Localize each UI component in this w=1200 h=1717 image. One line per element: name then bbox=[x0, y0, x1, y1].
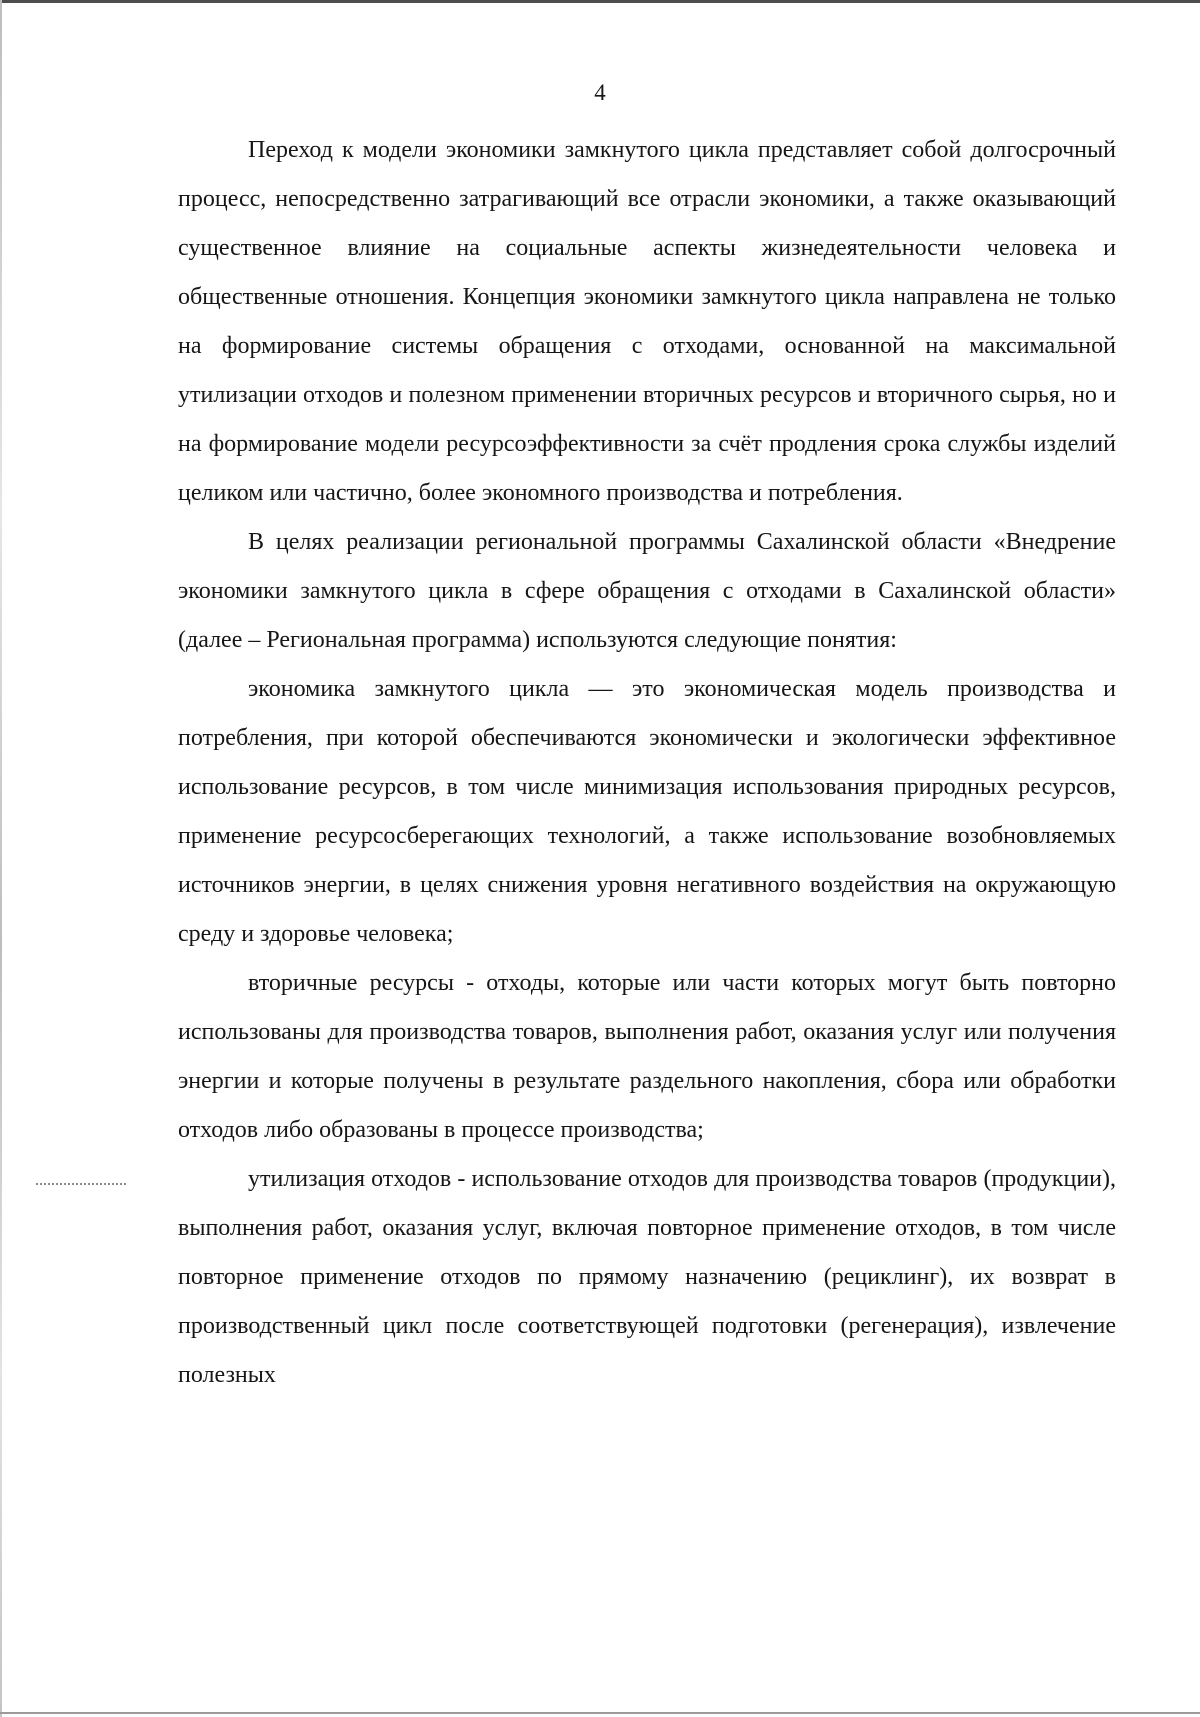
paragraph-definition-circular-economy: экономика замкнутого цикла — это экономическая модель производства и потребления, при которой обеспечиваются экономически и экологически эффективное использование ресурсов, в том числе минимизация использования природных ресурсов, применение ресурсосберегающих технологий, а также использование возобновляемых источников энергии, в целях снижения уровня негативного воздействия на окружающую среду и здоровье человека; bbox=[178, 676, 1116, 947]
scan-edge-bottom bbox=[0, 1712, 1200, 1714]
scan-margin-mark bbox=[36, 1183, 126, 1187]
paragraph-definition-waste-utilization: утилизация отходов - использование отходов для производства товаров (продукции), выполнения работ, оказания услуг, включая повторное применение отходов, в том числе повторное применение отходов по прямому назначению (рециклинг), их возврат в производственный цикл после соответствующей подготовки (регенерация), извлечение полезных bbox=[178, 1166, 1116, 1388]
scan-edge-left bbox=[0, 0, 2, 1717]
paragraph-definition-secondary-resources: вторичные ресурсы - отходы, которые или части которых могут быть повторно использованы для производства товаров, выполнения работ, оказания услуг или получения энергии и которые получены в результате раздельного накопления, сбора или обработки отходов либо образованы в процессе производства; bbox=[178, 970, 1116, 1143]
page-number: 4 bbox=[594, 80, 606, 105]
paragraph-closed-loop-transition: Переход к модели экономики замкнутого цикла представляет собой долгосрочный процесс, непосредственно затрагивающий все отрасли экономики, а также оказывающий существенное влияние на социальные аспекты жизнедеятельности человека и общественные отношения. Концепция экономики замкнутого цикла направлена не только на формирование системы обращения с отходами, основанной на максимальной утилизации отходов и полезном применении вторичных ресурсов и вторичного сырья, но и на формирование модели ресурсоэффективности за счёт продления срока службы изделий целиком или частично, более экономного производства и потребления. bbox=[178, 137, 1116, 506]
paragraph-program-definitions-intro: В целях реализации региональной программы Сахалинской области «Внедрение экономики замкнутого цикла в сфере обращения с отходами в Сахалинской области» (далее – Региональная программа) используются следующие понятия: bbox=[178, 529, 1116, 653]
scan-edge-top bbox=[0, 0, 1200, 3]
body-text bbox=[178, 126, 1116, 1400]
